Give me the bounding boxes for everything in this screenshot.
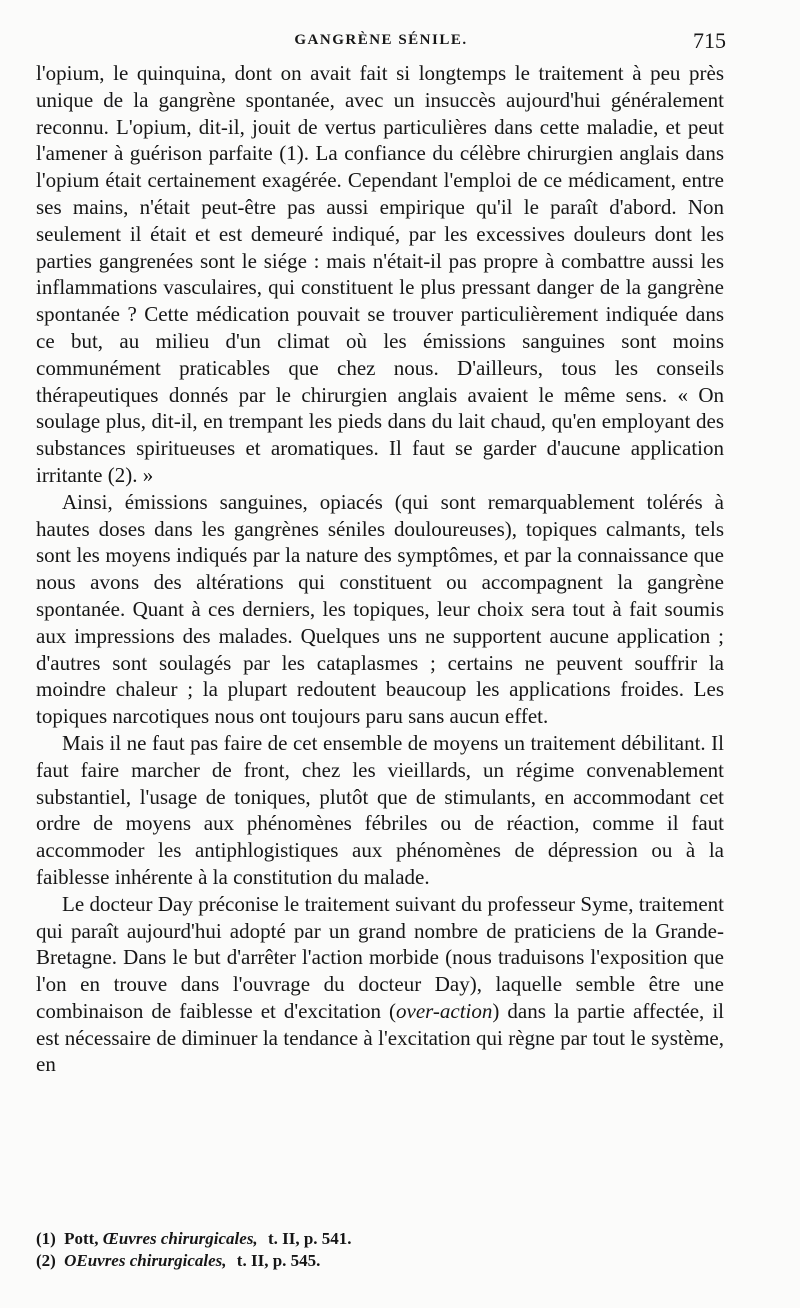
footnote-title: Œuvres chirurgicales,	[102, 1229, 258, 1248]
paragraph-4-text-after: ) dans la partie affectée, il est nécessaire de diminuer la tendance à l'excitation qui règne par tout le système, en	[36, 998, 724, 1077]
page-header	[36, 30, 726, 60]
footnote-title: OEuvres chirurgicales,	[64, 1251, 227, 1270]
paragraph-1: l'opium, le quinquina, dont on avait fait si longtemps le traitement à peu près unique de la gangrène spontanée, avec un insuccès aujourd'hui généralement reconnu. L'opium, dit-il, jouit de vertus particulières dans cette maladie, et peut l'amener à guérison parfaite (1). La confiance du célèbre chirurgien anglais dans l'opium était certainement exagérée. Cependant l'emploi de ce médicament, entre ses mains, n'était peut-être pas aussi empirique qu'il le paraît d'abord. Non seulement il était et est demeuré indiqué, par les excessives douleurs dont les parties gangrenées sont le siége : mais n'était-il pas propre à combattre aussi les inflammations vasculaires, qui constituent le plus pressant danger de la gangrène spontanée ? Cette médication pouvait se trouver particulièrement indiquée dans ce but, au milieu d'un climat où les émissions sanguines sont moins communément praticables que chez nous. D'ailleurs, tous les conseils thérapeutiques donnés par le chirurgien anglais avaient le même sens. « On soulage plus, dit-il, en trempant les pieds dans du lait chaud, qu'en employant des substances spiritueuses et aromatiques. Il faut se garder d'aucune application irritante (2). »	[36, 61, 724, 487]
paragraph-4-text-before: Le docteur Day préconise le traitement suivant du professeur Syme, traitement qui paraît aujourd'hui adopté par un grand nombre de praticiens de la Grande-Bretagne. Dans le but d'arrêter l'action morbide (nous traduisons l'exposition que l'on en trouve dans l'ouvrage du docteur Day), laquelle semble être une combinaison de faiblesse et d'excitation (	[36, 891, 724, 1023]
footnote-reference: t. II, p. 541.	[267, 1229, 352, 1248]
footnote-2	[36, 1250, 724, 1272]
footnote-number: (2)	[36, 1251, 56, 1270]
running-title: GANGRÈNE SÉNILE.	[294, 32, 468, 48]
paragraph-4-italic-term: over-action	[396, 998, 493, 1023]
footnotes	[36, 1228, 724, 1272]
paragraph-4	[36, 891, 724, 1079]
body-text	[36, 60, 724, 1078]
paragraph-2: Ainsi, émissions sanguines, opiacés (qui sont remarquablement tolérés à hautes doses dans les gangrènes séniles douloureuses), topiques calmants, tels sont les moyens indiqués par la nature des symptômes, et par la connaissance que nous avons des altérations qui constituent ou accompagnent la gangrène spontanée. Quant à ces derniers, les topiques, leur choix sera tout à fait soumis aux impressions des malades. Quelques uns ne supportent aucune application ; d'autres sont soulagés par les cataplasmes ; certains ne peuvent souffrir la moindre chaleur ; la plupart redoutent beaucoup les applications froides. Les topiques narcotiques nous ont toujours paru sans aucun effet.	[36, 489, 724, 729]
footnote-number: (1)	[36, 1229, 56, 1248]
footnote-1	[36, 1228, 724, 1250]
page-number: 715	[693, 28, 726, 53]
footnote-reference: t. II, p. 545.	[236, 1251, 321, 1270]
paragraph-3: Mais il ne faut pas faire de cet ensemble de moyens un traitement débilitant. Il faut faire marcher de front, chez les vieillards, un régime convenablement substantiel, l'usage de toniques, plutôt que de stimulants, en accommodant cet ordre de moyens aux phénomènes fébriles ou de réaction, comme il faut accommoder les antiphlogistiques aux phénomènes de dépression ou à la faiblesse inhérente à la constitution du malade.	[36, 730, 724, 889]
footnote-author: Pott,	[64, 1229, 99, 1248]
